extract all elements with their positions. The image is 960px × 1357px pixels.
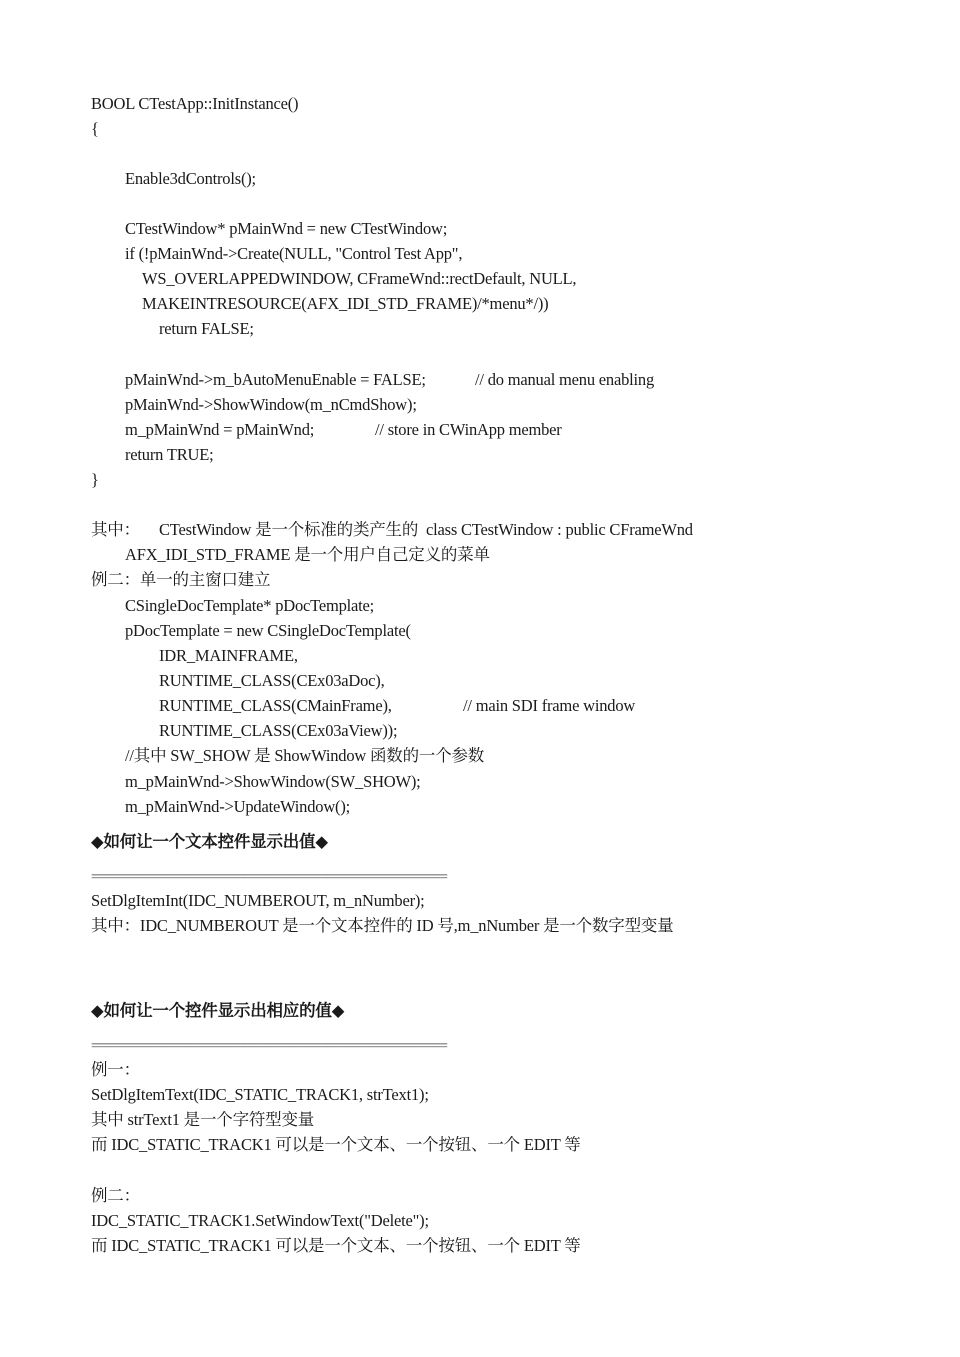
code-comment: //其中 SW_SHOW 是 ShowWindow 函数的一个参数 — [125, 746, 485, 765]
note-text: 而 IDC_STATIC_TRACK1 可以是一个文本、一个按钮、一个 EDIT 等 — [91, 1236, 581, 1255]
code-line: CSingleDocTemplate* pDocTemplate; — [125, 596, 375, 615]
code-comment: // do manual menu enabling — [475, 370, 655, 389]
code-line: RUNTIME_CLASS(CEx03aDoc), — [159, 671, 385, 690]
code-line: CTestWindow* pMainWnd = new CTestWindow; — [125, 219, 448, 238]
code-line: RUNTIME_CLASS(CEx03aView)); — [159, 721, 398, 740]
code-comment: // main SDI frame window — [463, 696, 636, 715]
code-line: if (!pMainWnd->Create(NULL, "Control Test App", — [125, 244, 463, 263]
example-label: 例一： — [91, 1060, 140, 1079]
code-line: m_pMainWnd = pMainWnd; — [125, 420, 315, 439]
code-line: { — [91, 119, 99, 138]
section-heading: ◆如何让一个文本控件显示出值◆ — [91, 832, 328, 851]
example-title: 例二：单一的主窗口建立 — [91, 570, 271, 589]
code-line: return TRUE; — [125, 445, 214, 464]
code-line: IDC_STATIC_TRACK1.SetWindowText("Delete"); — [91, 1211, 429, 1230]
code-line: m_pMainWnd->UpdateWindow(); — [125, 797, 351, 816]
code-comment: // store in CWinApp member — [375, 420, 562, 439]
note-text: 其中：IDC_NUMBEROUT 是一个文本控件的 ID 号,m_nNumber 是一个数字型变量 — [91, 916, 674, 935]
code-line: RUNTIME_CLASS(CMainFrame), — [159, 696, 392, 715]
code-line: pMainWnd->ShowWindow(m_nCmdShow); — [125, 395, 417, 414]
note-text: CTestWindow 是一个标准的类产生的 class CTestWindow : public CFrameWnd — [159, 520, 693, 539]
code-line: MAKEINTRESOURCE(AFX_IDI_STD_FRAME)/*menu*/)) — [142, 294, 549, 313]
code-line: WS_OVERLAPPEDWINDOW, CFrameWnd::rectDefault, NULL, — [142, 269, 577, 288]
separator-line: ======================================================== — [91, 1039, 447, 1054]
code-line: m_pMainWnd->ShowWindow(SW_SHOW); — [125, 772, 421, 791]
code-line: } — [91, 470, 99, 489]
code-line: SetDlgItemText(IDC_STATIC_TRACK1, strText1); — [91, 1085, 429, 1104]
code-line: SetDlgItemInt(IDC_NUMBEROUT, m_nNumber); — [91, 891, 425, 910]
separator-line: ======================================================== — [91, 870, 447, 885]
note-text: 其中 strText1 是一个字符型变量 — [91, 1110, 315, 1129]
note-text: 而 IDC_STATIC_TRACK1 可以是一个文本、一个按钮、一个 EDIT 等 — [91, 1135, 581, 1154]
code-line: BOOL CTestApp::InitInstance() — [91, 94, 299, 113]
section-heading: ◆如何让一个控件显示出相应的值◆ — [91, 1001, 345, 1020]
code-line: pDocTemplate = new CSingleDocTemplate( — [125, 621, 411, 640]
code-line: pMainWnd->m_bAutoMenuEnable = FALSE; — [125, 370, 426, 389]
code-line: Enable3dControls(); — [125, 169, 256, 188]
example-label: 例二： — [91, 1186, 140, 1205]
note-text: AFX_IDI_STD_FRAME 是一个用户自己定义的菜单 — [125, 545, 490, 564]
code-line: IDR_MAINFRAME, — [159, 646, 298, 665]
code-line: return FALSE; — [159, 319, 254, 338]
note-label: 其中： — [91, 520, 140, 539]
